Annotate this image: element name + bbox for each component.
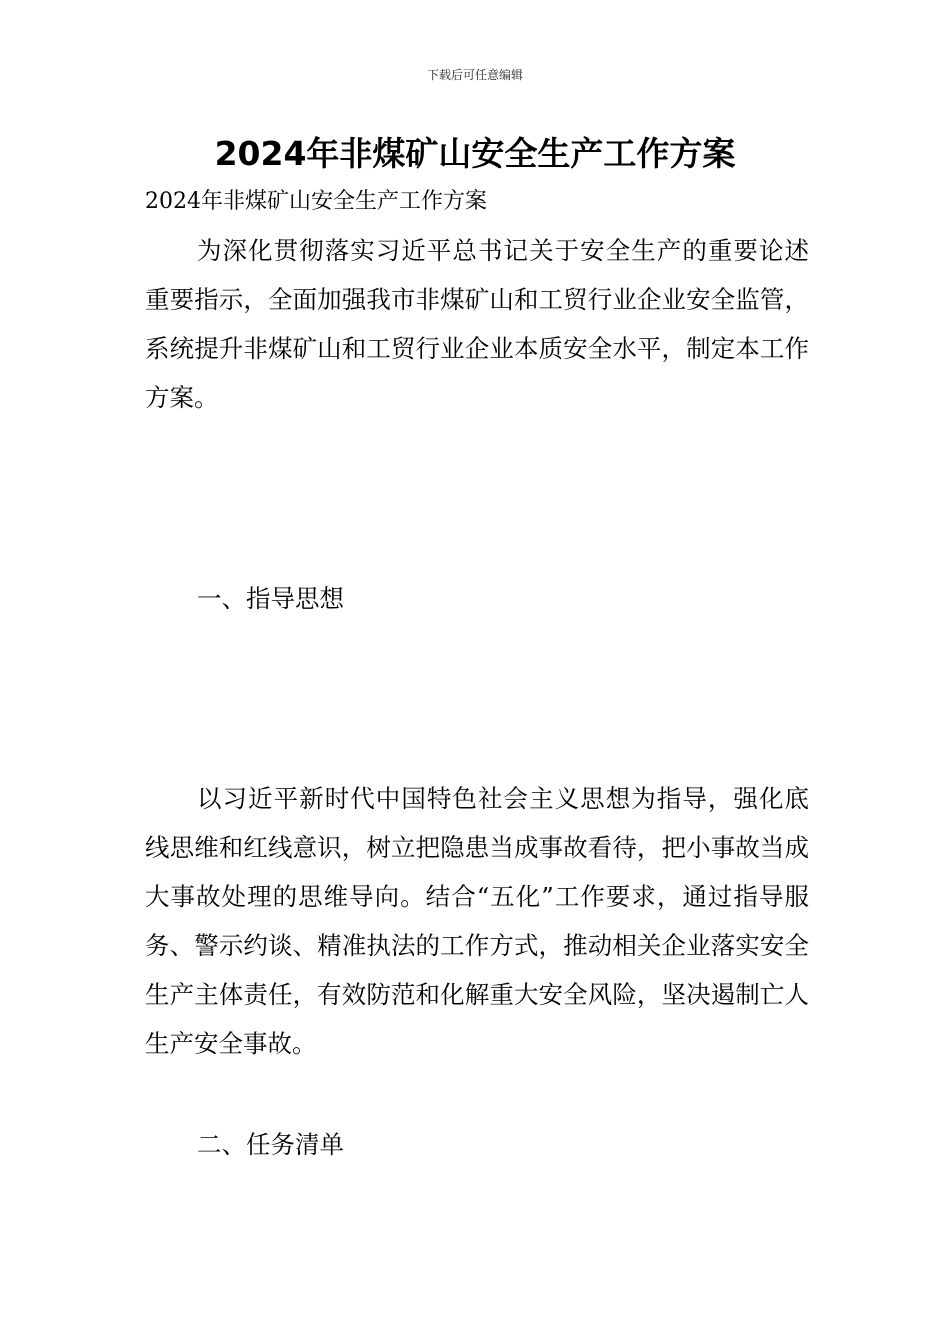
section-heading-guiding-ideology: 一、指导思想: [197, 584, 344, 613]
header-note: 下载后可任意编辑: [426, 68, 523, 82]
intro-paragraph: 为深化贯彻落实习近平总书记关于安全生产的重要论述重要指示，全面加强我市非煤矿山和工贸行业企业安全监管，系统提升非煤矿山和工贸行业企业本质安全水平，制定本工作方案。: [145, 236, 809, 412]
document-subtitle: 2024年非煤矿山安全生产工作方案: [145, 189, 487, 214]
guiding-ideology-paragraph: 以习近平新时代中国特色社会主义思想为指导，强化底线思维和红线意识，树立把隐患当成事故看待，把小事故当成大事故处理的思维导向。结合“五化”工作要求，通过指导服务、警示约谈、精准执法的工作方式，推动相关企业落实安全生产主体责任，有效防范和化解重大安全风险，坚决遏制亡人生产安全事故。: [145, 784, 809, 1058]
section-heading-task-list: 二、任务清单: [197, 1130, 344, 1159]
page-title: 2024年非煤矿山安全生产工作方案: [214, 134, 736, 173]
